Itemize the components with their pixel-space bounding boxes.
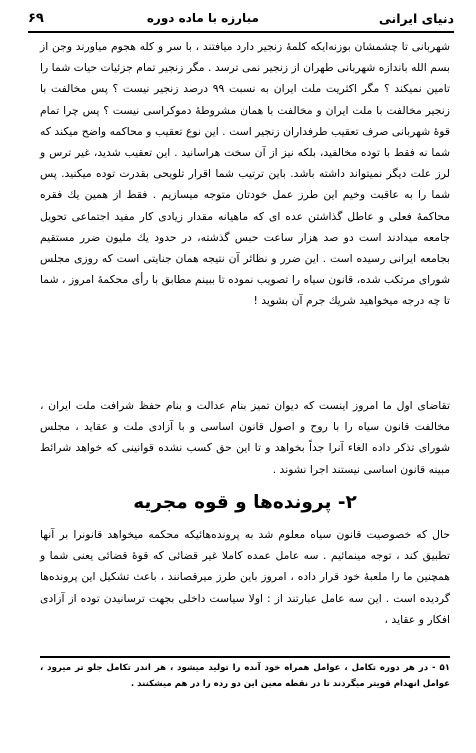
header-rule: [28, 31, 454, 33]
footnote: ۵۱ - در هر دوره تکامل ، عوامل همراه خود آنده را تولید میشود ، هر اندر تکامل جلو تر میرود ، عوامل انهدام قویتر میگردند تا در نقطه معین این دو رده را در هم میشکنند .: [40, 663, 450, 689]
section-paragraph: حال که خصوصیت قانون سیاه معلوم شد به پرونده‌هائیکه محکمه میخواهد قانونرا بر آنها تطبیق کند ، توجه مینمائیم . سه عامل عمده کاملا غیر قضائی که قوهٔ قضائی یعنی شما و همچنین ما را ملعبهٔ خود قرار داده ، امروز باین طرز میرقصانند ، باعث تشکیل این پرونده‌ها گردیده است . این سه عامل عبارتند از : اولا سیاست داخلی بجهت ترسانیدن توده از آزادی افکار و عقاید ،: [40, 528, 450, 626]
page-number: ۶۹: [28, 10, 44, 26]
page-header: [28, 6, 454, 30]
running-title: دنیای ایرانی: [378, 10, 454, 26]
body-paragraph-1: شهربانی تا چشمشان بوزنه‌ایکه کلمهٔ زنجیر دارد میافتند ، با سر و کله هجوم میاورند وجن از بسم الله باندازه شهربانی طهران از زنجیر نمی ترسد . مگر زنجیر تمام جزئیات حیات شما را تامین نمیکند ؟ مگر اکثریت ملت ایران به نسبت ۹۹ درصد زنجیر نیست ؟ پس مخالفت با زنجیر مخالفت با ملت ایران و مخالفت با همان مشروطهٔ دموکراسی نیست ؟ پس چرا تمام قوهٔ شهربانی صرف تعقیب طرفداران زنجیر است . این نوع تعقیب و محاکمه واضح میکند که شما نه فقط با توده مخالفید، بلکه نیز از آن سخت هراسانید . این تعقیب شدید، غیر ترس و لرز علت دیگر نمیتواند داشته باشد. باین ترتیب شما اقرار تلویحی بقدرت توده میکنید. پس شما را به عاقبت وخیم این طرز عمل خودتان متوجه میسازیم . فقط از همین یك فقره محاکمهٔ فعلی و عاطل گذاشتن عده ای که ماهیانه مقدار زیادی کار مفید اجتماعی تحویل جامعه میدادند است دو صد هزار ساعت حبس گذشته، در حدود یك ملیون ضرر مستقیم بجامعه ایرانی رسیده است . این ضرر و نظائر آن نتیجه همان جنایتی است که روزی مجلس شورای مرتکب شده، قانون سیاه را تصویب نموده تا ببینم مطابق با رأی محکمهٔ امروز ، شما تا چه درجه میخواهید شریك جرم آن بشوید !: [40, 40, 450, 308]
body-paragraph-2: تقاضای اول ما امروز اینست که دیوان تمیز بنام عدالت و بنام حفظ شرافت ملت ایران ، مخالفت قانون سیاه را با روح و اصول قانون اساسی و با آزادی ملت و عقاید ، مجلس شورای تذکر داده الغاء آنرا جداً بخواهد و تا این حق کسب نشده قوانینی که خواهد شرائط مبینه قانون اساسی نیستند اجرا نشوند .: [40, 399, 450, 476]
header-section-title: مبارزه با ماده دوره: [146, 11, 259, 25]
section-heading: ۲- پرونده‌ها و قوه مجریه: [133, 492, 357, 513]
footnote-rule: [40, 656, 450, 658]
